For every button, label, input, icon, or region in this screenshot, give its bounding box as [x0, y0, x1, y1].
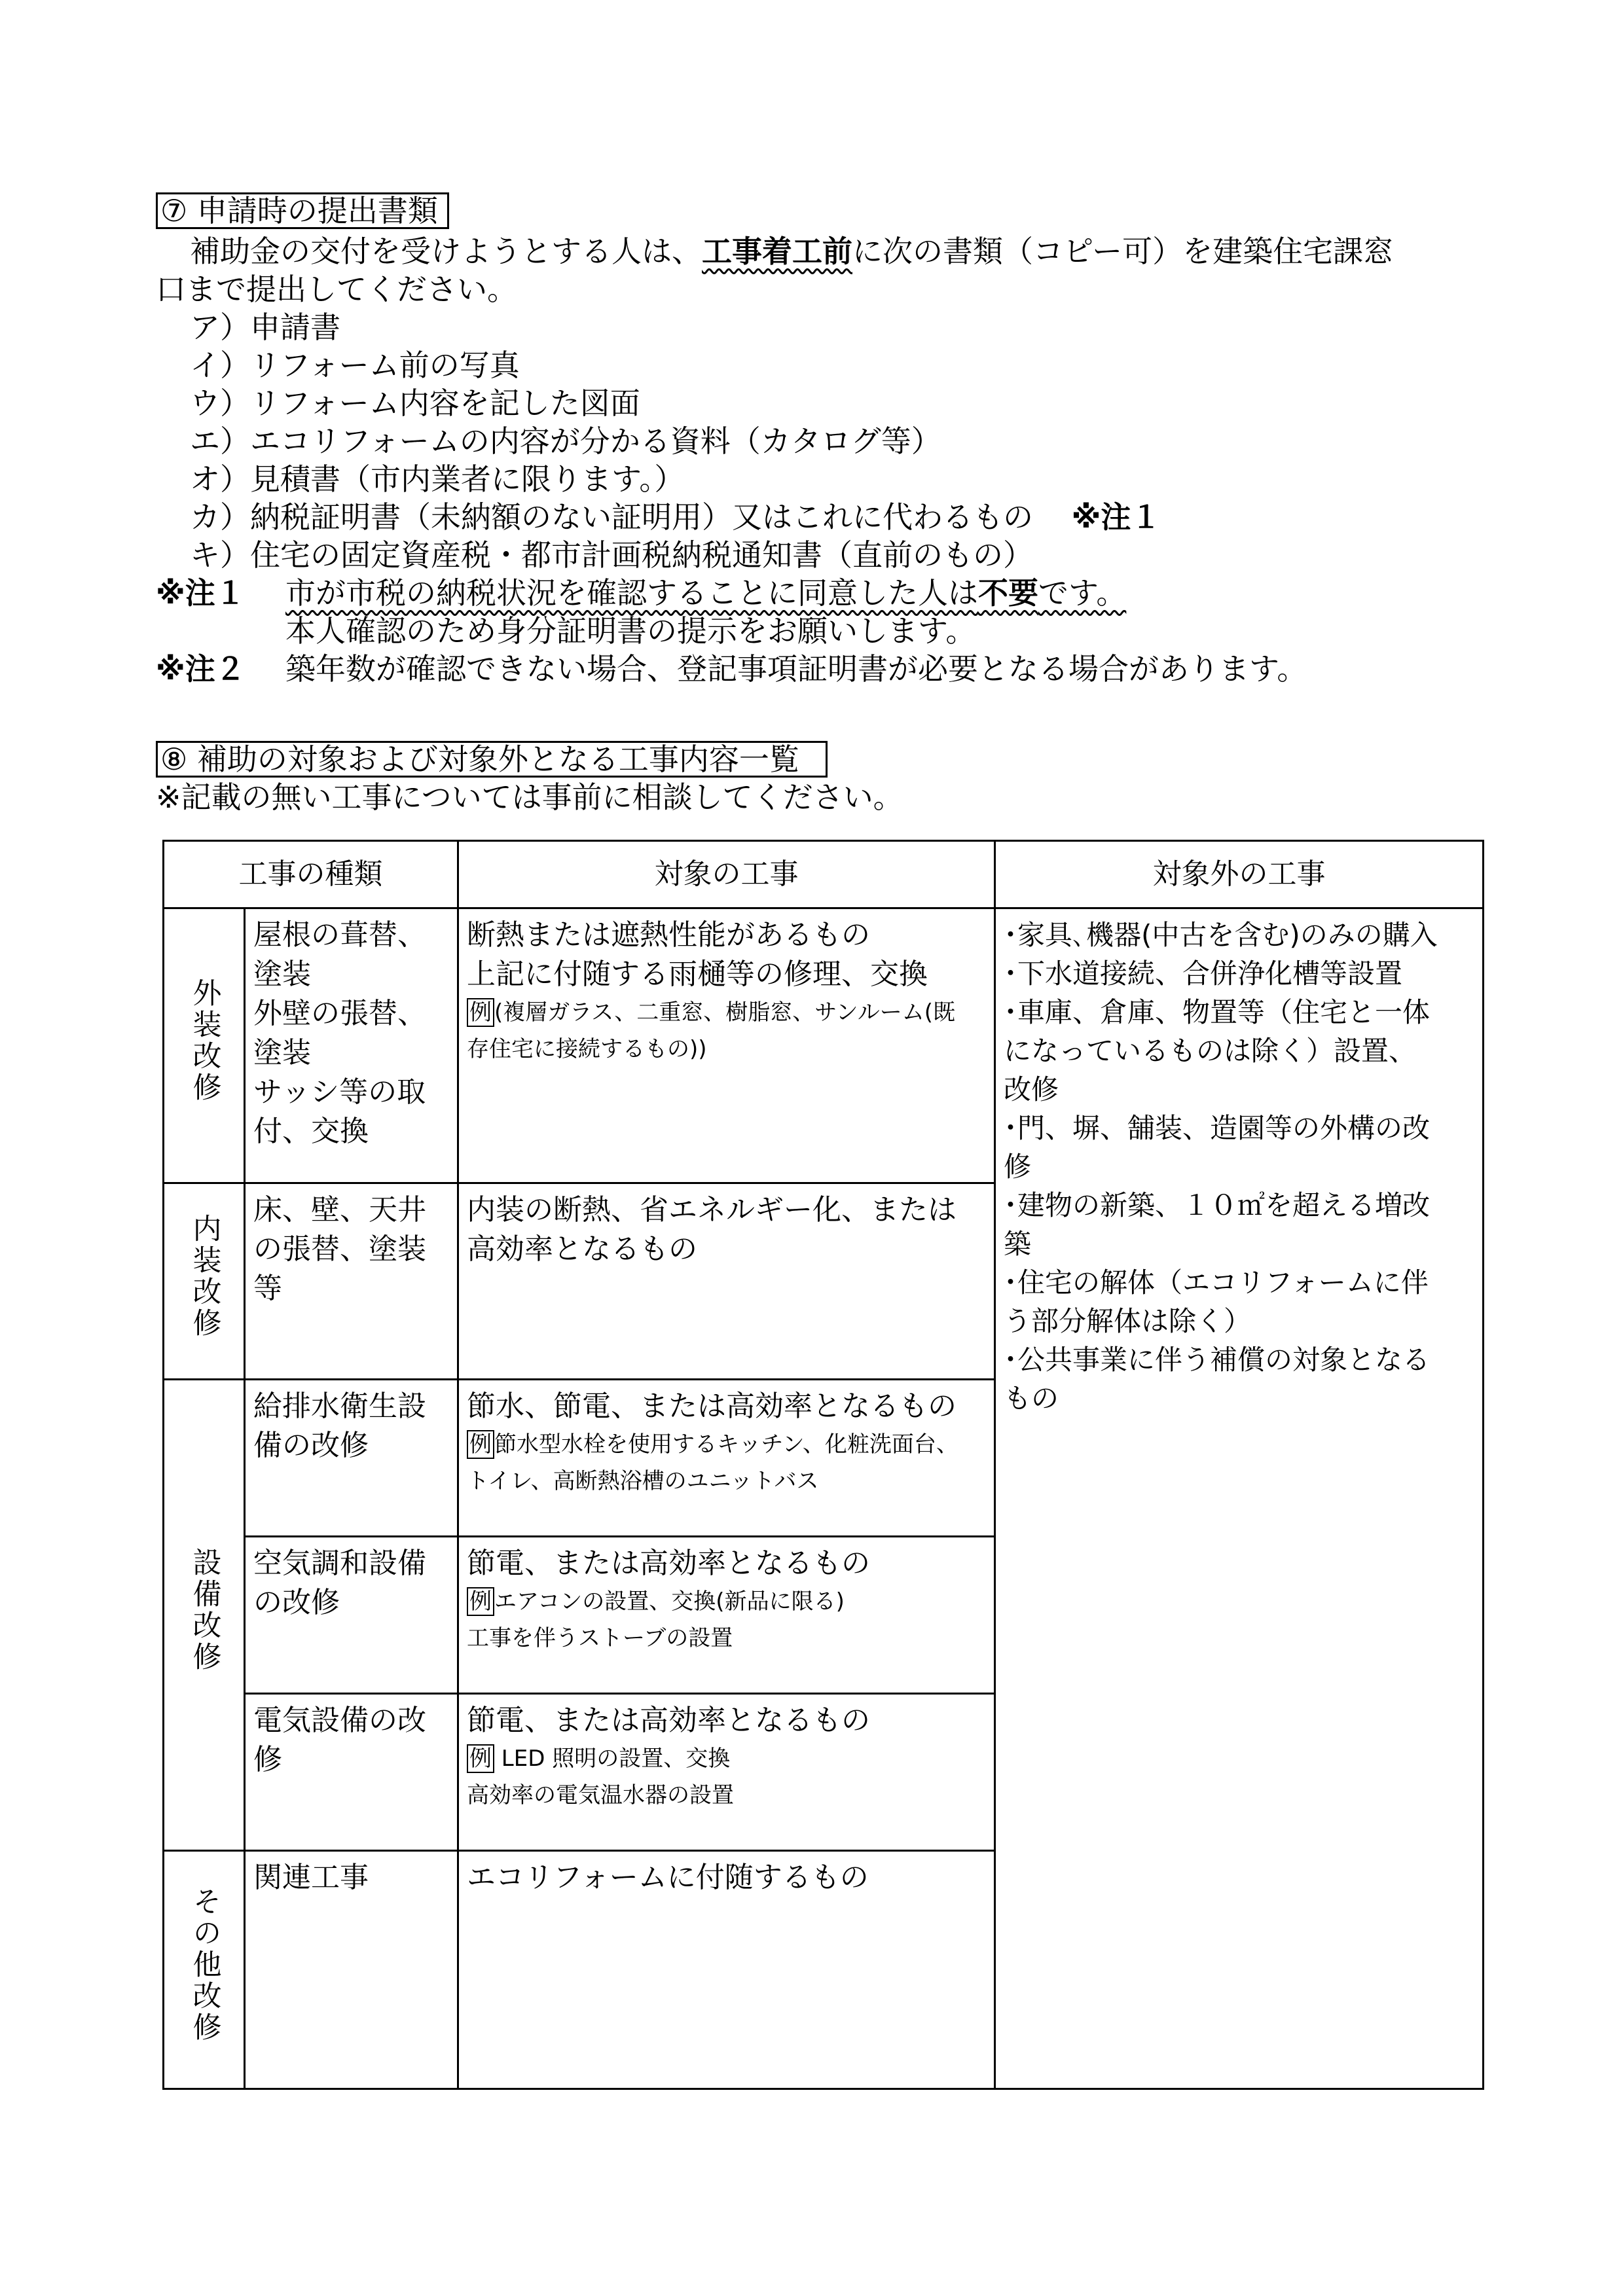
section8-heading: ⑧ 補助の対象および対象外となる工事内容一覧	[156, 741, 828, 778]
example-line: 高効率の電気温水器の設置	[467, 1782, 734, 1808]
excluded-line: もの	[1004, 1382, 1059, 1414]
eligible-related: エコリフォームに付随するもの	[458, 1851, 995, 2089]
excluded-line: ･公共事業に伴う補償の対象となる	[1004, 1344, 1431, 1376]
doc-item-u: ウ）リフォーム内容を記した図面	[190, 386, 640, 421]
example-mark: 例	[467, 1744, 494, 1773]
eligible-line: 高効率となるもの	[467, 1232, 697, 1266]
section7-intro-line2: 口まで提出してください。	[156, 272, 517, 307]
category-interior-label: 内装改修	[187, 1213, 221, 1339]
example-mark: 例	[467, 1587, 494, 1616]
note1-text	[285, 573, 1126, 613]
doc-item-ka-text: カ）納税証明書（未納額のない証明用）又はこれに代わるもの	[190, 499, 1033, 535]
note1-text-c: です。	[1038, 575, 1127, 611]
example-mark: 例	[467, 1430, 494, 1459]
type-line: 床、壁、天井	[253, 1193, 426, 1227]
section7-heading: ⑦ 申請時の提出書類	[156, 192, 449, 229]
eligible-example	[467, 1583, 986, 1620]
type-line: 塗装	[253, 958, 311, 991]
section8-heading-row	[156, 740, 828, 779]
example-line: LED 照明の設置、交換	[494, 1746, 731, 1772]
note1-label: ※注１	[156, 575, 246, 611]
type-line: 電気設備の改	[253, 1704, 426, 1737]
type-line: 塗装	[253, 1036, 311, 1069]
type-line: 備の改修	[253, 1429, 369, 1462]
type-line: 屋根の葺替、	[253, 918, 426, 952]
section8-subnote: ※記載の無い工事については事前に相談してください。	[156, 780, 903, 815]
intro-prefix: 補助金の交付を受けようとする人は、	[190, 234, 702, 269]
doc-item-ka-note: ※注１	[1071, 499, 1161, 535]
excluded-line: になっているものは除く）設置、	[1004, 1035, 1417, 1067]
category-other-label: その他改修	[187, 1886, 221, 2043]
type-line: 空気調和設備	[253, 1547, 426, 1580]
category-other	[164, 1851, 245, 2089]
type-line: の張替、塗装	[253, 1232, 426, 1266]
eligible-line: 内装の断熱、省エネルギー化、または	[467, 1193, 957, 1227]
category-exterior	[164, 908, 245, 1183]
eligible-example	[467, 1740, 986, 1777]
category-equipment	[164, 1380, 245, 1851]
doc-item-a: ア）申請書	[190, 310, 340, 345]
section7-intro	[190, 232, 1393, 271]
excluded-line: 修	[1004, 1151, 1032, 1183]
category-interior	[164, 1183, 245, 1380]
example-line: トイレ、高断熱浴槽のユニットバス	[467, 1468, 819, 1494]
excluded-line: ･下水道接続、合併浄化槽等設置	[1004, 958, 1403, 990]
eligible-line: 断熱または遮熱性能があるもの	[467, 918, 870, 952]
eligible-line: 上記に付随する雨樋等の修理、交換	[467, 958, 928, 991]
excluded-line: ･門、塀、舗装、造園等の外構の改	[1004, 1112, 1431, 1144]
excluded-line: ･建物の新築、１０㎡を超える増改	[1004, 1189, 1431, 1221]
type-plumbing	[245, 1380, 458, 1537]
excluded-line: う部分解体は除く）	[1004, 1305, 1252, 1337]
eligible-line: 節電、または高効率となるもの	[467, 1704, 870, 1737]
doc-item-o: オ）見積書（市内業者に限ります。）	[190, 461, 685, 497]
eligible-air-conditioning	[458, 1537, 995, 1694]
excluded-line: ･車庫、倉庫、物置等（住宅と一体	[1004, 996, 1431, 1028]
example-line: (複層ガラス、二重窓、樹脂窓、サンルーム(既	[494, 999, 955, 1026]
type-line: 修	[253, 1743, 282, 1776]
example-line: 工事を伴うストーブの設置	[467, 1625, 733, 1651]
header-eligible: 対象の工事	[458, 841, 995, 908]
doc-item-i: イ）リフォーム前の写真	[190, 348, 520, 383]
excluded-works	[995, 908, 1484, 2089]
eligible-electrical	[458, 1694, 995, 1851]
section7-heading-row	[156, 191, 449, 230]
intro-suffix: に次の書類（コピー可）を建築住宅課窓	[852, 234, 1394, 269]
header-work-type: 工事の種類	[164, 841, 458, 908]
example-line: エアコンの設置、交換(新品に限る)	[494, 1588, 845, 1615]
category-exterior-label: 外装改修	[187, 977, 221, 1103]
eligible-example	[467, 1426, 986, 1463]
works-table	[162, 840, 1484, 2090]
note1-text-b: 不要	[978, 575, 1038, 611]
type-electrical	[245, 1694, 458, 1851]
doc-item-e: エ）エコリフォームの内容が分かる資料（カタログ等）	[190, 423, 941, 459]
eligible-line: 節水、節電、または高効率となるもの	[467, 1390, 957, 1423]
example-mark: 例	[467, 998, 494, 1027]
category-equipment-label: 設備改修	[187, 1547, 221, 1673]
note2-text: 築年数が確認できない場合、登記事項証明書が必要となる場合があります。	[285, 651, 1307, 687]
eligible-interior	[458, 1183, 995, 1380]
type-line: サッシ等の取	[253, 1075, 426, 1109]
note2-label: ※注２	[156, 651, 246, 687]
example-line: 節水型水栓を使用するキッチン、化粧洗面台、	[494, 1431, 958, 1458]
excluded-line: ･住宅の解体（エコリフォームに伴	[1004, 1266, 1429, 1299]
excluded-line: ･家具､機器(中古を含む)のみの購入	[1004, 919, 1438, 951]
type-interior	[245, 1183, 458, 1380]
eligible-line: 節電、または高効率となるもの	[467, 1547, 870, 1580]
table-header-row	[164, 841, 1484, 908]
note1-text-a: 市が市税の納税状況を確認することに同意した人は	[285, 575, 978, 611]
type-line: 外壁の張替、	[253, 997, 426, 1030]
header-excluded: 対象外の工事	[995, 841, 1484, 908]
type-related: 関連工事	[245, 1851, 458, 2089]
eligible-plumbing	[458, 1380, 995, 1537]
note1-line2: 本人確認のため身分証明書の提示をお願いします。	[285, 613, 976, 649]
type-line: 等	[253, 1272, 282, 1305]
type-line: の改修	[253, 1586, 340, 1619]
doc-item-ki: キ）住宅の固定資産税・都市計画税納税通知書（直前のもの）	[190, 537, 1033, 573]
intro-emphasis: 工事着工前	[702, 234, 852, 269]
type-exterior	[245, 908, 458, 1183]
doc-item-ka	[190, 497, 1161, 537]
type-line: 付、交換	[253, 1115, 369, 1148]
type-line: 給排水衛生設	[253, 1390, 426, 1423]
eligible-exterior	[458, 908, 995, 1183]
example-line: 存住宅に接続するもの))	[467, 1036, 707, 1062]
excluded-line: 築	[1004, 1228, 1032, 1260]
type-air-conditioning	[245, 1537, 458, 1694]
eligible-example	[467, 994, 986, 1031]
excluded-line: 改修	[1004, 1073, 1059, 1105]
table-row	[164, 908, 1484, 1183]
